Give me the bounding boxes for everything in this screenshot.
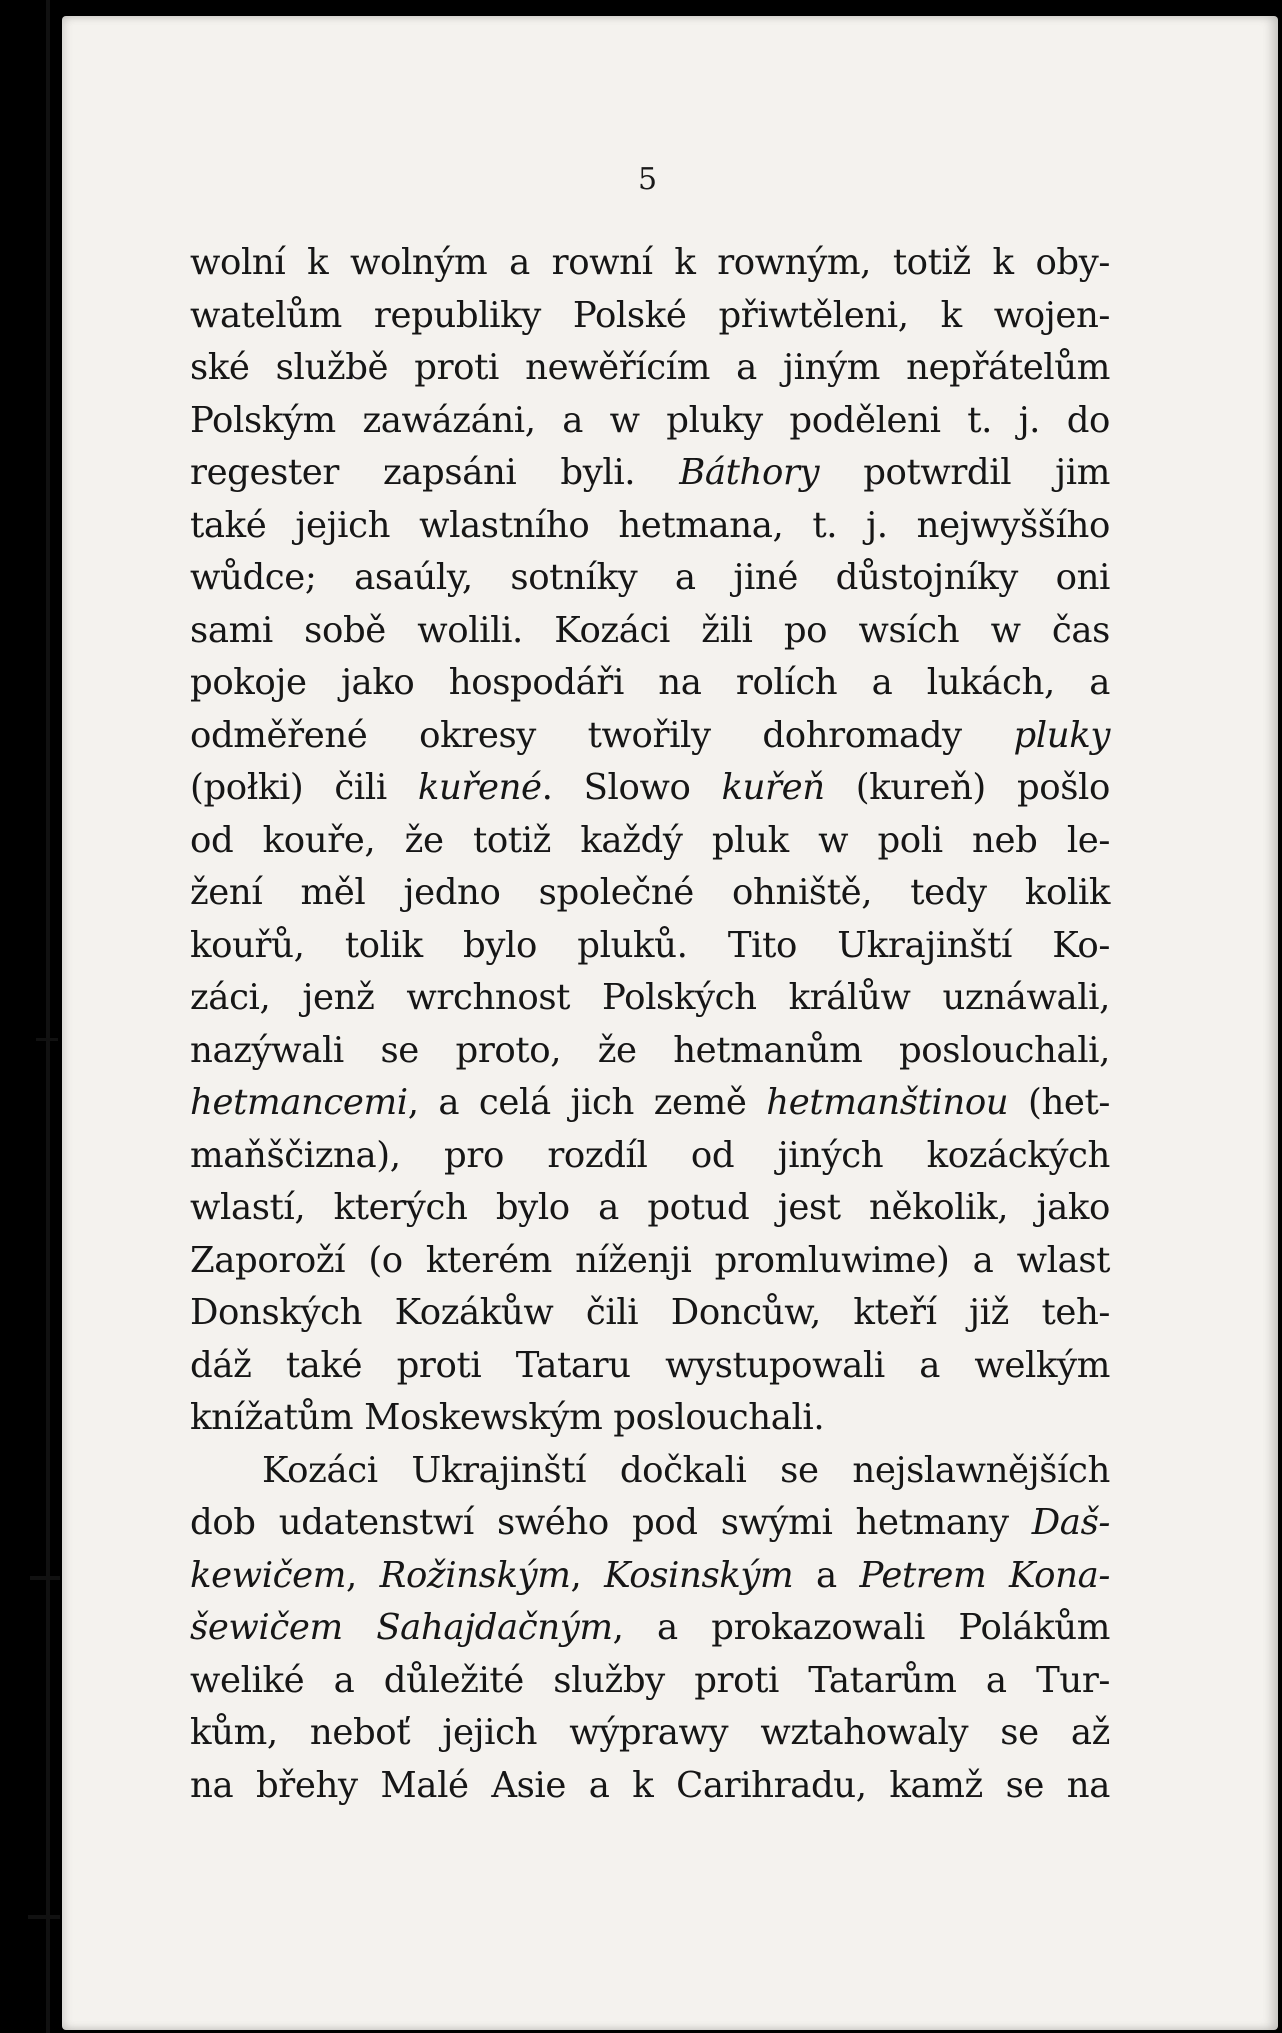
- text-run: (kureň) pošlo: [824, 767, 1110, 808]
- text-line: [190, 1235, 1110, 1288]
- text-run: sami sobě wolili. Kozáci žili po wsích w čas: [190, 609, 1110, 651]
- text-line: [190, 1025, 1110, 1078]
- text-run: odměřené okresy twořily dohromady: [190, 714, 1014, 756]
- text-run: nazýwali se proto, že hetmanům poslouchali,: [190, 1029, 1110, 1071]
- italic-text-run: pluky: [1013, 714, 1110, 756]
- body-text: [190, 237, 1110, 1812]
- text-run: (het-: [1008, 1082, 1111, 1123]
- margin-tick: [30, 1576, 60, 1580]
- text-run: ské službě proti newěřícím a jiným nepřátelům: [190, 347, 1110, 388]
- italic-text-run: šewičem Sahajdačným: [190, 1607, 613, 1648]
- text-run: wlastí, kterých bylo a potud jest několik, jako: [190, 1187, 1110, 1228]
- italic-text-run: Báthory: [679, 452, 820, 493]
- text-run: ,: [570, 1554, 605, 1596]
- text-line: [190, 657, 1110, 710]
- text-run: na břehy Malé Asie a k Carihradu, kamž se na: [190, 1764, 1110, 1806]
- italic-text-run: Rožinským: [379, 1554, 571, 1596]
- text-run: a: [793, 1554, 860, 1596]
- italic-text-run: Daš-: [1031, 1502, 1110, 1543]
- text-line: [190, 1602, 1110, 1655]
- text-run: Kozáci Ukrajinští dočkali se nejslawnějších: [262, 1449, 1110, 1491]
- text-run: pokoje jako hospodáři na rolích a lukách, a: [190, 662, 1110, 703]
- text-line: [190, 972, 1110, 1025]
- text-run: záci, jenž wrchnost Polských králůw uznáwali,: [190, 977, 1110, 1018]
- text-run: knížatům Moskewským poslouchali.: [190, 1397, 825, 1438]
- text-run: Donských Kozákůw čili Doncůw, kteří již teh-: [190, 1292, 1110, 1333]
- text-line: [190, 920, 1110, 973]
- italic-text-run: kewičem: [190, 1554, 347, 1596]
- italic-text-run: hetmancemi: [190, 1082, 408, 1123]
- text-run: kům, neboť jejich wýprawy wztahowaly se až: [190, 1712, 1110, 1753]
- text-run: Polským zawázáni, a w pluky poděleni t. j. do: [190, 399, 1110, 441]
- text-run: watelům republiky Polské přiwtěleni, k wojen-: [190, 294, 1110, 336]
- text-line: [190, 710, 1110, 763]
- text-line: [190, 395, 1110, 448]
- text-line: [190, 762, 1110, 815]
- text-line: [190, 290, 1110, 343]
- text-line: [190, 1287, 1110, 1340]
- margin-rule: [46, 0, 50, 2033]
- text-line: [190, 1760, 1110, 1813]
- text-run: dob udatenstwí swého pod swými hetmany: [190, 1502, 1032, 1543]
- text-run: (połki) čili: [190, 767, 418, 808]
- text-line: [190, 1392, 1110, 1445]
- text-run: maňščizna), pro rozdíl od jiných kozáckých: [190, 1134, 1110, 1176]
- text-line: [190, 447, 1110, 500]
- text-run: regester zapsáni byli.: [190, 452, 680, 493]
- text-run: také jejich wlastního hetmana, t. j. nejwyššího: [190, 504, 1110, 546]
- text-run: weliké a důležité služby proti Tatarům a Tur-: [190, 1659, 1110, 1701]
- italic-text-run: Petrem Kona-: [859, 1554, 1110, 1596]
- text-line: [190, 1182, 1110, 1235]
- italic-text-run: Kosinským: [604, 1554, 794, 1596]
- text-line: [190, 1550, 1110, 1603]
- text-line: [190, 815, 1110, 868]
- italic-text-run: kuřené: [417, 767, 542, 808]
- text-run: od kouře, že totiž každý pluk w poli neb le-: [190, 819, 1110, 861]
- text-run: wolní k wolným a rowní k rowným, totiž k oby-: [190, 242, 1110, 283]
- text-line: [190, 605, 1110, 658]
- page-number: 5: [638, 162, 658, 197]
- text-run: kouřů, tolik bylo pluků. Tito Ukrajinští Ko-: [190, 924, 1110, 966]
- text-line: [190, 237, 1110, 290]
- text-line: [190, 1077, 1110, 1130]
- margin-tick: [36, 1038, 58, 1041]
- text-line: [190, 1655, 1110, 1708]
- text-run: potwrdil jim: [819, 452, 1111, 493]
- italic-text-run: kuřeň: [721, 767, 825, 808]
- text-line: [190, 867, 1110, 920]
- text-line: [190, 1130, 1110, 1183]
- text-run: žení měl jedno společné ohniště, tedy kolik: [190, 872, 1110, 913]
- text-run: dáž také proti Tataru wystupowali a welkým: [190, 1344, 1110, 1386]
- text-run: Zaporoží (o kterém níženji promluwime) a wlast: [190, 1239, 1110, 1281]
- margin-tick: [28, 1915, 60, 1919]
- text-line: [190, 1707, 1110, 1760]
- text-line: [190, 1340, 1110, 1393]
- text-line: [190, 500, 1110, 553]
- italic-text-run: hetmanštinou: [766, 1082, 1009, 1123]
- text-line: [190, 342, 1110, 395]
- text-run: , a celá jich země: [407, 1082, 767, 1123]
- text-run: . Slowo: [541, 767, 722, 808]
- text-run: wůdce; asaúly, sotníky a jiné důstojníky oni: [190, 557, 1110, 598]
- text-run: ,: [346, 1554, 380, 1596]
- text-line: [190, 552, 1110, 605]
- text-line: [190, 1445, 1110, 1498]
- text-run: , a prokazowali Polákům: [612, 1607, 1110, 1648]
- text-line: [190, 1497, 1110, 1550]
